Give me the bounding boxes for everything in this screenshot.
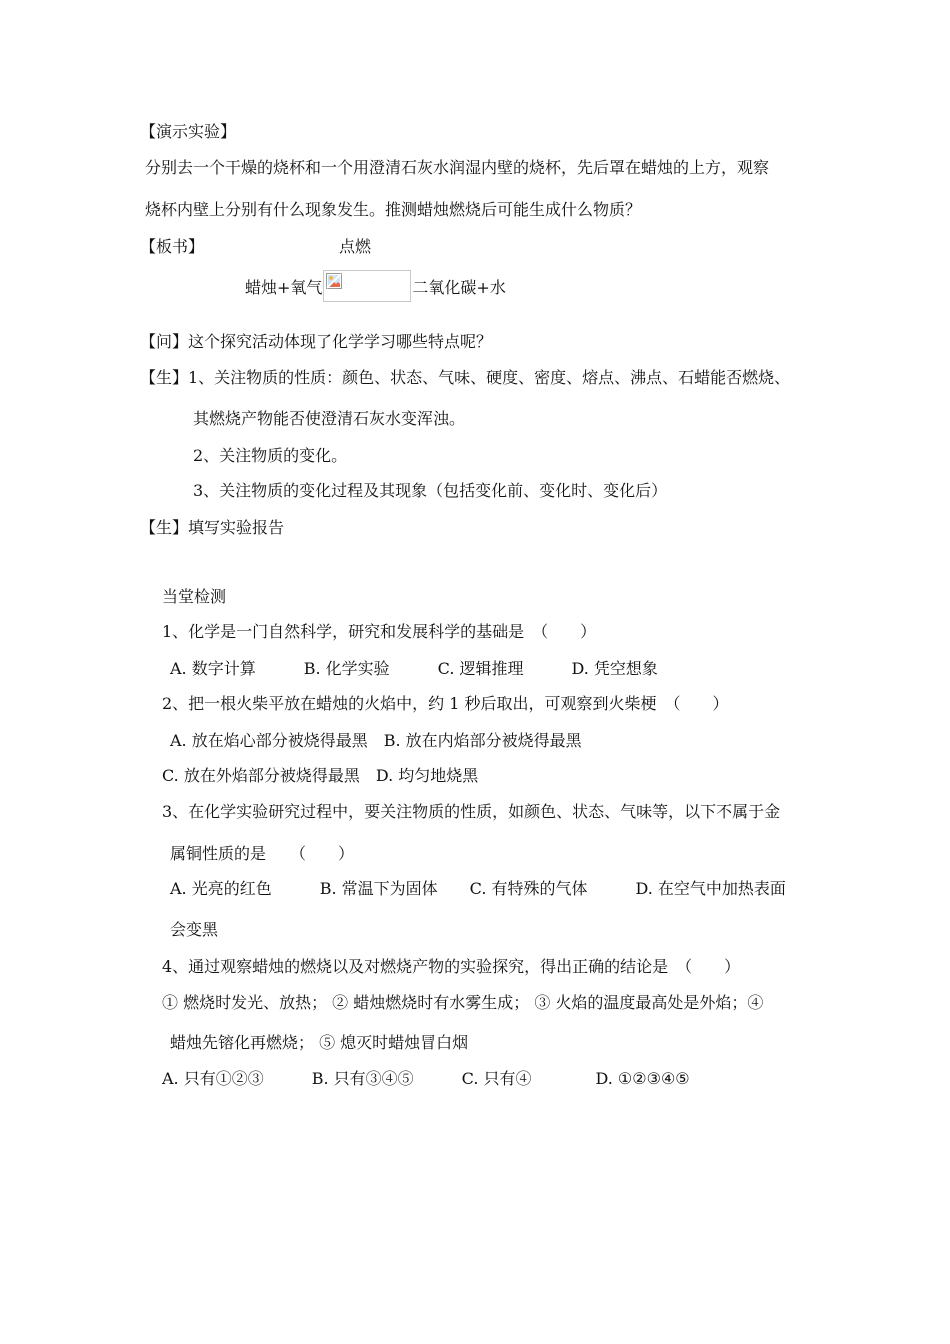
question-line: 【问】这个探究活动体现了化学学习哪些特点呢？ [140, 332, 493, 351]
quiz-title: 当堂检测 [162, 587, 227, 606]
answer-1-line2: 其燃烧产物能否使澄清石灰水变浑浊。 [193, 409, 466, 428]
quiz-q4-statements-line1: ① 燃烧时发光、放热； ② 蜡烛燃烧时有水雾生成； ③ 火焰的温度最高处是外焰；④ [162, 993, 764, 1012]
demo-heading: 【演示实验】 [140, 122, 237, 141]
demo-text-line1: 分别去一个干燥的烧杯和一个用澄清石灰水润湿内壁的烧杯，先后罩在蜡烛的上方，观察 [145, 158, 770, 177]
quiz-q3-options: A. 光亮的红色 B. 常温下为固体 C. 有特殊的气体 D. 在空气中加热表面 [170, 879, 786, 898]
quiz-q4-options: A. 只有①②③ B. 只有③④⑤ C. 只有④ D. ①②③④⑤ [162, 1069, 690, 1088]
quiz-q4-statements-line2: 蜡烛先镕化再燃烧； ⑤ 熄灭时蜡烛冒白烟 [170, 1033, 469, 1052]
answer-4: 【生】填写实验报告 [140, 518, 285, 537]
answer-3: 3、关注物质的变化过程及其现象（包括变化前、变化时、变化后） [193, 481, 668, 500]
quiz-q3-line1: 3、在化学实验研究过程中，要关注物质的性质，如颜色、状态、气味等，以下不属于金 [162, 802, 781, 821]
answer-1-line1: 【生】1、关注物质的性质：颜色、状态、气味、硬度、密度、熔点、沸点、石蜡能否燃烧、 [140, 368, 791, 387]
quiz-q2: 2、把一根火柴平放在蜡烛的火焰中，约 1 秒后取出，可观察到火柴梗 （ ） [162, 694, 729, 713]
reaction-condition: 点燃 [339, 237, 372, 256]
broken-image-placeholder [323, 270, 411, 302]
quiz-q3-line2: 属铜性质的是 （ ） [170, 844, 355, 863]
quiz-q3-options-cont: 会变黑 [170, 920, 219, 939]
quiz-q2-options-ab: A. 放在焰心部分被烧得最黑 B. 放在内焰部分被烧得最黑 [170, 731, 582, 750]
board-heading: 【板书】 [140, 237, 205, 256]
chemical-equation [245, 268, 506, 302]
quiz-q2-options-cd: C. 放在外焰部分被烧得最黑 D. 均匀地烧黑 [162, 766, 479, 785]
quiz-q1-options: A. 数字计算 B. 化学实验 C. 逻辑推理 D. 凭空想象 [170, 659, 658, 678]
quiz-q4: 4、通过观察蜡烛的燃烧以及对燃烧产物的实验探究，得出正确的结论是 （ ） [162, 957, 741, 976]
answer-2: 2、关注物质的变化。 [193, 446, 348, 465]
broken-image-icon [326, 273, 342, 289]
quiz-q1: 1、化学是一门自然科学，研究和发展科学的基础是 （ ） [162, 622, 597, 641]
equation-products: 二氧化碳+水 [412, 278, 506, 297]
demo-text-line2: 烧杯内壁上分别有什么现象发生。推测蜡烛燃烧后可能生成什么物质？ [145, 200, 642, 219]
equation-reactants: 蜡烛+氧气 [245, 278, 323, 297]
